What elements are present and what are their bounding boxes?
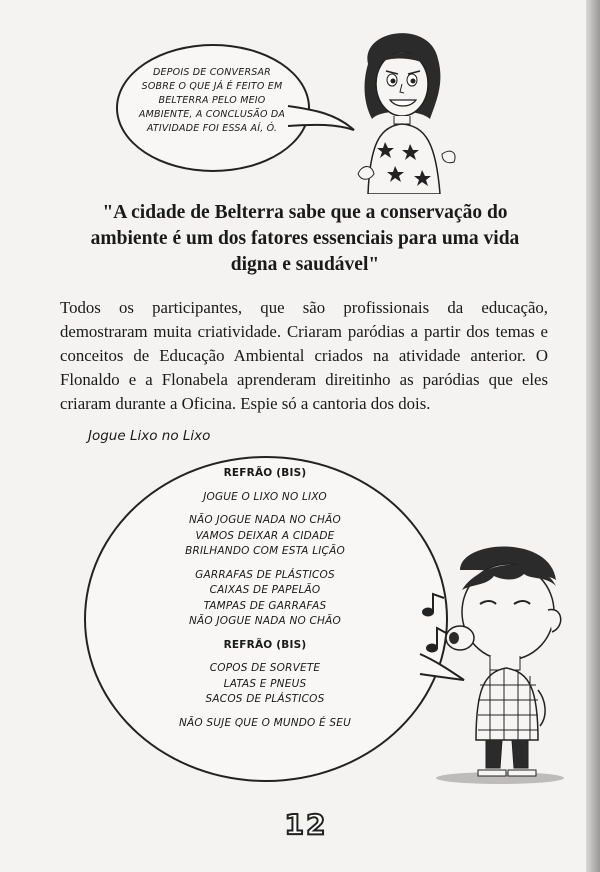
lyric-line: LATAS E PNEUS	[223, 677, 307, 690]
speech-bubble-tail	[286, 100, 356, 140]
paragraph-line: Todos os participantes, que são profissionais da educação,	[60, 298, 548, 317]
bubble-line: ATIVIDADE FOI ESSA AÍ, Ó.	[146, 123, 278, 134]
paragraph-line: Flonaldo e a Flonabela aprenderam direitinho as paródias que eles	[60, 370, 548, 389]
song-lyrics	[120, 466, 410, 731]
lyric-line: SACOS DE PLÁSTICOS	[205, 693, 325, 705]
lyric-line: COPOS DE SORVETE	[209, 662, 321, 674]
boy-character-illustration	[420, 540, 570, 785]
heading-line: "A cidade de Belterra sabe que a conservação do	[102, 202, 508, 223]
bubble-girl-text	[134, 66, 290, 136]
lyric-line: CAIXAS DE PAPELÃO	[209, 584, 321, 596]
paragraph-line: demostraram muita criatividade. Criaram paródias a partir dos temas e	[60, 322, 548, 341]
lyric-line: GARRAFAS DE PLÁSTICOS	[195, 568, 335, 581]
lyric-line: NÃO JOGUE NADA NO CHÃO	[189, 615, 341, 627]
refrain-label: REFRÃO (BIS)	[223, 467, 307, 479]
girl-character-illustration	[350, 24, 460, 194]
page-edge-shadow	[586, 0, 600, 872]
lyric-line: JOGUE O LIXO NO LIXO	[203, 490, 327, 503]
page-number: 12	[284, 808, 328, 841]
body-paragraph	[60, 296, 548, 416]
song-title: Jogue Lixo no Lixo	[88, 428, 211, 444]
bubble-line: BELTERRA PELO MEIO	[158, 95, 266, 106]
heading-line: ambiente é um dos fatores essenciais para uma vida	[90, 228, 520, 249]
bubble-line: DEPOIS DE CONVERSAR	[153, 67, 271, 78]
paragraph-line: conceitos de Educação Ambiental criados na atividade anterior. O	[60, 346, 548, 365]
lyric-line: NÃO JOGUE NADA NO CHÃO	[189, 514, 341, 526]
lyric-line: TAMPAS DE GARRAFAS	[203, 599, 327, 612]
paragraph-line: criaram durante a Oficina. Espie só a cantoria dos dois.	[60, 394, 431, 413]
lyric-line: VAMOS DEIXAR A CIDADE	[195, 529, 335, 542]
bubble-line: SOBRE O QUE JÁ É FEITO EM	[141, 81, 283, 92]
bubble-line: AMBIENTE, A CONCLUSÃO DA	[138, 109, 286, 120]
quote-heading	[70, 200, 540, 278]
lyric-line: BRILHANDO COM ESTA LIÇÃO	[185, 545, 345, 557]
lyric-line: NÃO SUJE QUE O MUNDO É SEU	[178, 716, 352, 729]
refrain-label: REFRÃO (BIS)	[223, 638, 307, 651]
heading-line: digna e saudável"	[230, 254, 380, 275]
